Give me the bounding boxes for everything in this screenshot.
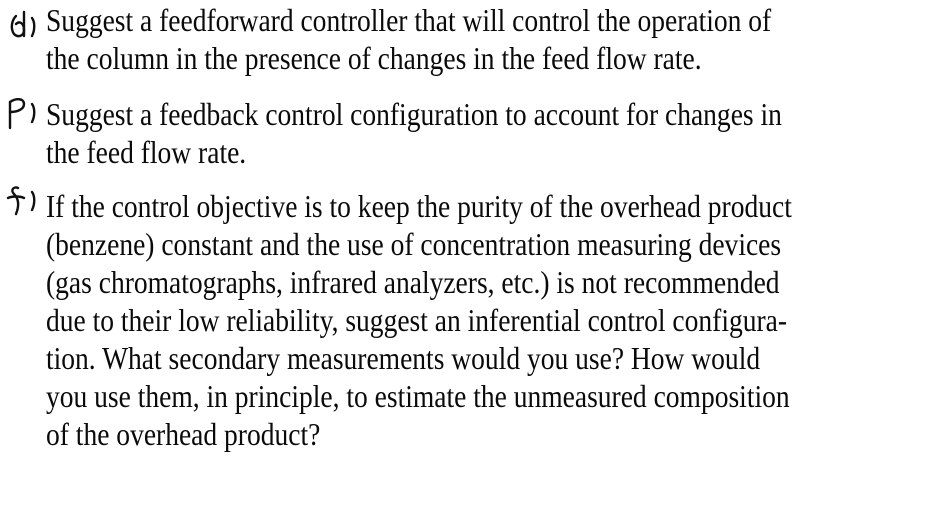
- question-line: (gas chromatographs, infrared analyzers, etc.) is not recommended: [46, 264, 780, 300]
- question-line: due to their low reliability, suggest an inferential control configura-: [46, 302, 788, 338]
- handwritten-label-e: [2, 92, 46, 136]
- question-line: you use them, in principle, to estimate the unmeasured composition: [46, 378, 790, 414]
- question-line: the column in the presence of changes in the feed flow rate.: [46, 40, 702, 76]
- question-line: Suggest a feedback control configuration to account for changes in: [46, 96, 782, 132]
- question-line: tion. What secondary measurements would you use? How would: [46, 340, 761, 376]
- question-line: If the control objective is to keep the purity of the overhead product: [46, 188, 792, 224]
- question-line: the feed flow rate.: [46, 134, 247, 170]
- question-line: (benzene) constant and the use of concentration measuring devices: [46, 226, 782, 262]
- handwritten-label-f: [2, 180, 46, 224]
- handwritten-label-d: [2, 6, 46, 50]
- question-line: of the overhead product?: [46, 416, 321, 452]
- question-line: Suggest a feedforward controller that will control the operation of: [46, 2, 772, 38]
